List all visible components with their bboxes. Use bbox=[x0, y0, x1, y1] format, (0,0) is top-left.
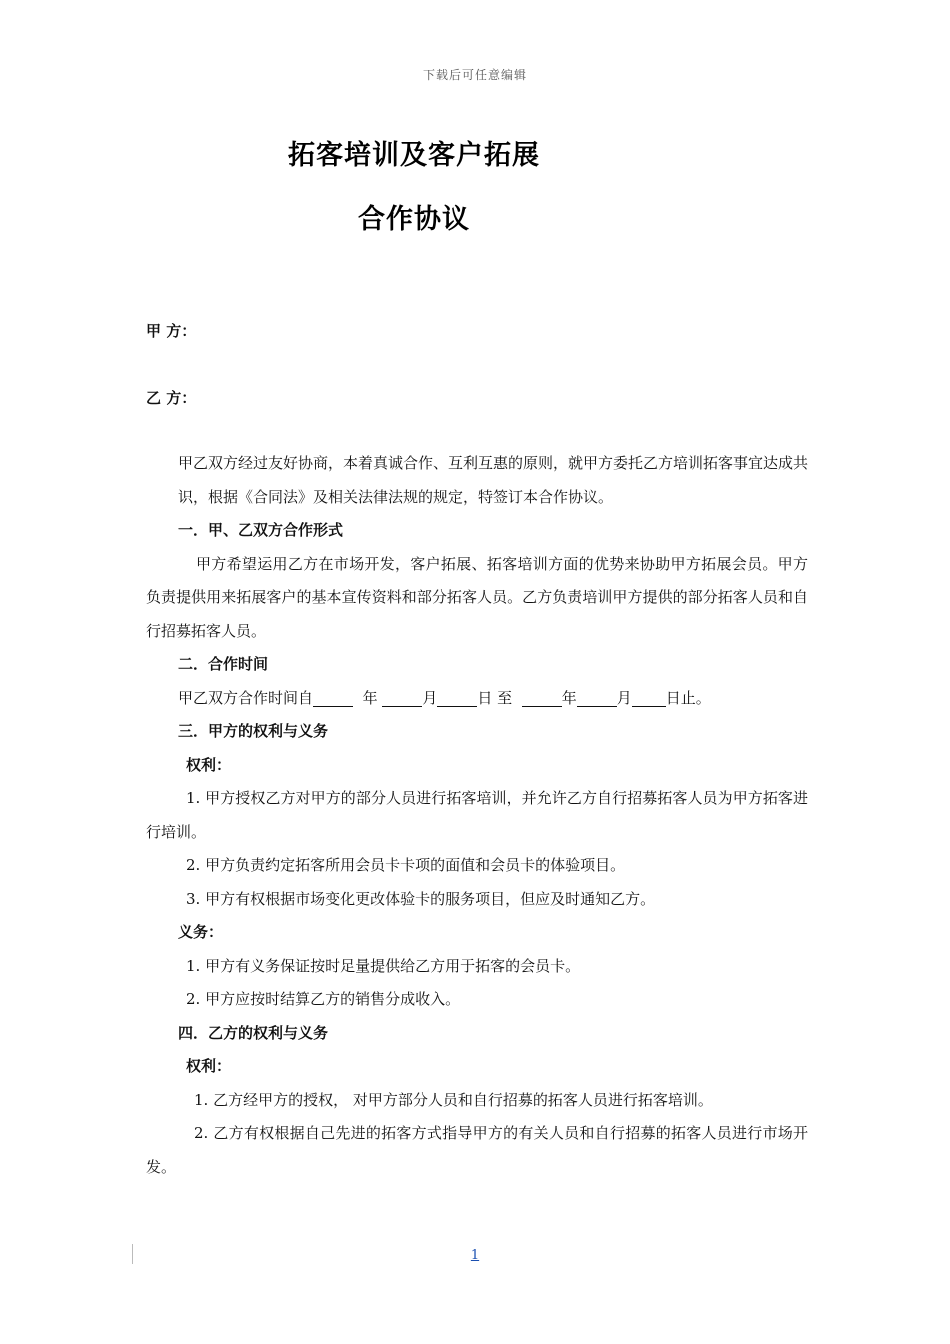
year-label: 年 bbox=[561, 688, 577, 707]
section1-heading: 一．甲、乙双方合作形式 bbox=[178, 521, 344, 539]
start-day-blank bbox=[437, 688, 477, 707]
day-to-label: 日 至 bbox=[477, 688, 513, 707]
section3-right-item: 3. 甲方有权根据市场变化更改体验卡的服务项目，但应及时通知乙方。 bbox=[186, 889, 656, 908]
document-title-line2: 合作协议 bbox=[358, 204, 470, 235]
day-end-label: 日止。 bbox=[665, 688, 711, 707]
end-year-blank bbox=[522, 688, 562, 707]
party-b-label: 乙 方： bbox=[146, 389, 197, 407]
intro-paragraph: 甲乙双方经过友好协商，本着真诚合作、互利互惠的原则，就甲方委托乙方培训拓客事宜达成共识，根据《合同法》及相关法律法规的规定，特签订本合作协议。 bbox=[178, 454, 809, 506]
document-title-line1: 拓客培训及客户拓展 bbox=[288, 140, 540, 171]
section2-time-line bbox=[146, 682, 808, 716]
month-label: 月 bbox=[616, 688, 632, 707]
section4-right-item: 1. 乙方经甲方的授权， 对甲方部分人员和自行招募的拓客人员进行拓客培训。 bbox=[194, 1090, 713, 1109]
section3-duties-label: 义务： bbox=[178, 923, 224, 941]
section3-rights-label: 权利： bbox=[186, 755, 232, 774]
start-month-blank bbox=[382, 688, 422, 707]
header-note: 下载后可任意编辑 bbox=[422, 68, 527, 82]
section4-rights-label: 权利： bbox=[186, 1057, 232, 1075]
section4-heading: 四．乙方的权利与义务 bbox=[178, 1023, 329, 1042]
month-label: 月 bbox=[422, 688, 438, 707]
section3-duty-item: 1. 甲方有义务保证按时足量提供给乙方用于拓客的会员卡。 bbox=[186, 956, 581, 975]
section3-duty-item: 2. 甲方应按时结算乙方的销售分成收入。 bbox=[186, 990, 461, 1008]
start-year-blank bbox=[313, 688, 353, 707]
agreement-body bbox=[146, 447, 808, 1184]
section3-right-item: 2. 甲方负责约定拓客所用会员卡卡项的面值和会员卡的体验项目。 bbox=[186, 856, 626, 874]
section1-paragraph: 甲方希望运用乙方在市场开发，客户拓展、拓客培训方面的优势来协助甲方拓展会员。甲方负责提供用来拓展客户的基本宣传资料和部分拓客人员。乙方负责培训甲方提供的部分拓客人员和自行招募拓客人员。 bbox=[146, 554, 808, 640]
end-day-blank bbox=[632, 688, 666, 707]
time-start-text: 甲乙双方合作时间自 bbox=[178, 688, 314, 707]
section2-heading: 二．合作时间 bbox=[178, 655, 269, 673]
section3-heading: 三．甲方的权利与义务 bbox=[178, 722, 329, 740]
year-label: 年 bbox=[362, 688, 378, 707]
end-month-blank bbox=[577, 688, 617, 707]
page-number: 1 bbox=[470, 1248, 480, 1263]
party-a-label: 甲 方： bbox=[146, 322, 197, 340]
section4-right-item: 2. 乙方有权根据自己先进的拓客方式指导甲方的有关人员和自行招募的拓客人员进行市场开发。 bbox=[146, 1124, 808, 1176]
section3-right-item: 1. 甲方授权乙方对甲方的部分人员进行拓客培训，并允许乙方自行招募拓客人员为甲方拓客进行培训。 bbox=[146, 789, 808, 841]
